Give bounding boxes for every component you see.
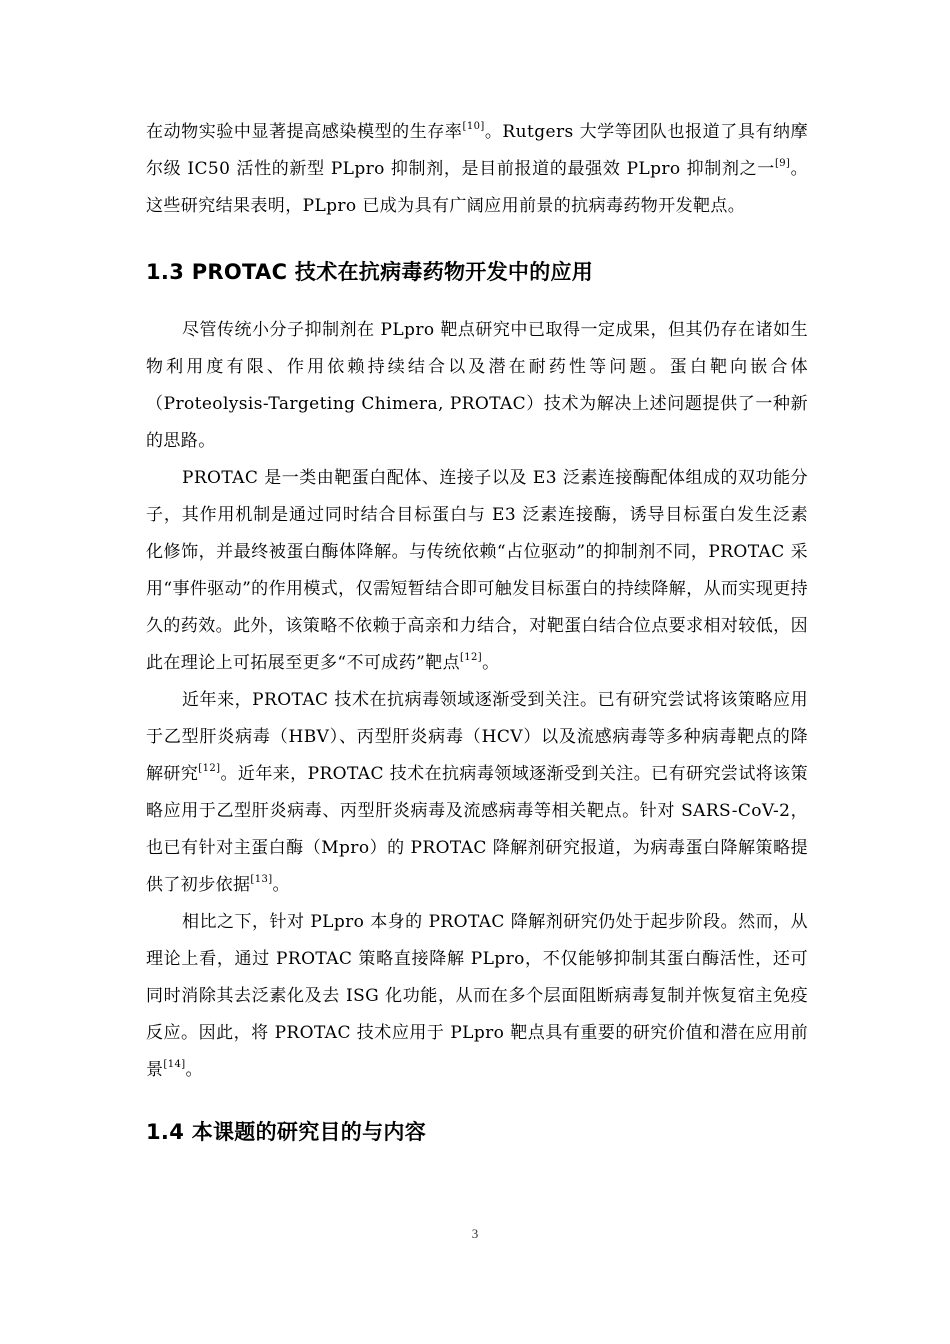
paragraph-text: 。: [482, 653, 500, 673]
paragraph-text: 。: [272, 875, 290, 895]
paragraph-text: 近年来，PROTAC 技术在抗病毒领域逐渐受到关注。已有研究尝试将该策略应用于乙型肝炎病毒（HBV）、丙型肝炎病毒（HCV）以及流感病毒等多种病毒靶点的降解研究: [146, 690, 808, 784]
section-1-3-paragraph-4: [146, 904, 808, 1089]
paragraph-text: 。: [185, 1060, 203, 1080]
section-heading-1-3: 1.3 PROTAC 技术在抗病毒药物开发中的应用: [146, 260, 594, 284]
page-content: [146, 114, 808, 1153]
citation-ref: [9]: [774, 158, 791, 170]
citation-ref: [10]: [462, 121, 485, 133]
citation-ref: [12]: [459, 652, 483, 664]
paragraph-text: 。Rutgers 大学等团队也报道了具有纳摩尔级 IC50 活性的新型 PLpro 抑制剂，是目前报道的最强效 PLpro 抑制剂之一: [146, 122, 808, 179]
page-number: 3: [471, 1226, 479, 1241]
section-1-3-paragraph-1: 尽管传统小分子抑制剂在 PLpro 靶点研究中已取得一定成果，但其仍存在诸如生物利用度有限、作用依赖持续结合以及潜在耐药性等问题。蛋白靶向嵌合体（Proteolysis-Targeting Chimera, PROTAC）技术为解决上述问题提供了一种新的思路。: [146, 320, 808, 451]
paragraph-text: 。近年来，PROTAC 技术在抗病毒领域逐渐受到关注。已有研究尝试将该策略应用于乙型肝炎病毒、丙型肝炎病毒及流感病毒等相关靶点。针对 SARS-CoV-2，也已有针对主蛋白酶（Mpro）的 PROTAC 降解剂研究报道，为病毒蛋白降解策略提供了初步依据: [146, 764, 809, 895]
section-1-3-paragraph-2: [146, 460, 808, 682]
section-heading-1-4: 1.4 本课题的研究目的与内容: [146, 1120, 427, 1144]
paragraph-text: 。这些研究结果表明，PLpro 已成为具有广阔应用前景的抗病毒药物开发靶点。: [146, 159, 808, 216]
paragraph-text: 相比之下，针对 PLpro 本身的 PROTAC 降解剂研究仍处于起步阶段。然而，从理论上看，通过 PROTAC 策略直接降解 PLpro，不仅能够抑制其蛋白酶活性，还可同时消除其去泛素化及去 ISG 化功能，从而在多个层面阻断病毒复制并恢复宿主免疫反应。因此，将 PROTAC 技术应用于 PLpro 靶点具有重要的研究价值和潜在应用前景: [146, 912, 808, 1080]
paragraph-text: PROTAC 是一类由靶蛋白配体、连接子以及 E3 泛素连接酶配体组成的双功能分子，其作用机制是通过同时结合目标蛋白与 E3 泛素连接酶，诱导目标蛋白发生泛素化修饰，并最终被蛋白酶体降解。与传统依赖“占位驱动”的抑制剂不同，PROTAC 采用“事件驱动”的作用模式，仅需短暂结合即可触发目标蛋白的持续降解，从而实现更持久的药效。此外，该策略不依赖于高亲和力结合，对靶蛋白结合位点要求相对较低，因此在理论上可拓展至更多“不可成药”靶点: [146, 468, 808, 673]
paragraph-text: 在动物实验中显著提高感染模型的生存率: [146, 122, 463, 142]
continued-paragraph: [146, 114, 808, 225]
citation-ref: [12]: [198, 763, 221, 775]
citation-ref: [13]: [250, 874, 273, 886]
section-1-3-paragraph-3: [146, 682, 808, 904]
citation-ref: [14]: [163, 1059, 186, 1071]
